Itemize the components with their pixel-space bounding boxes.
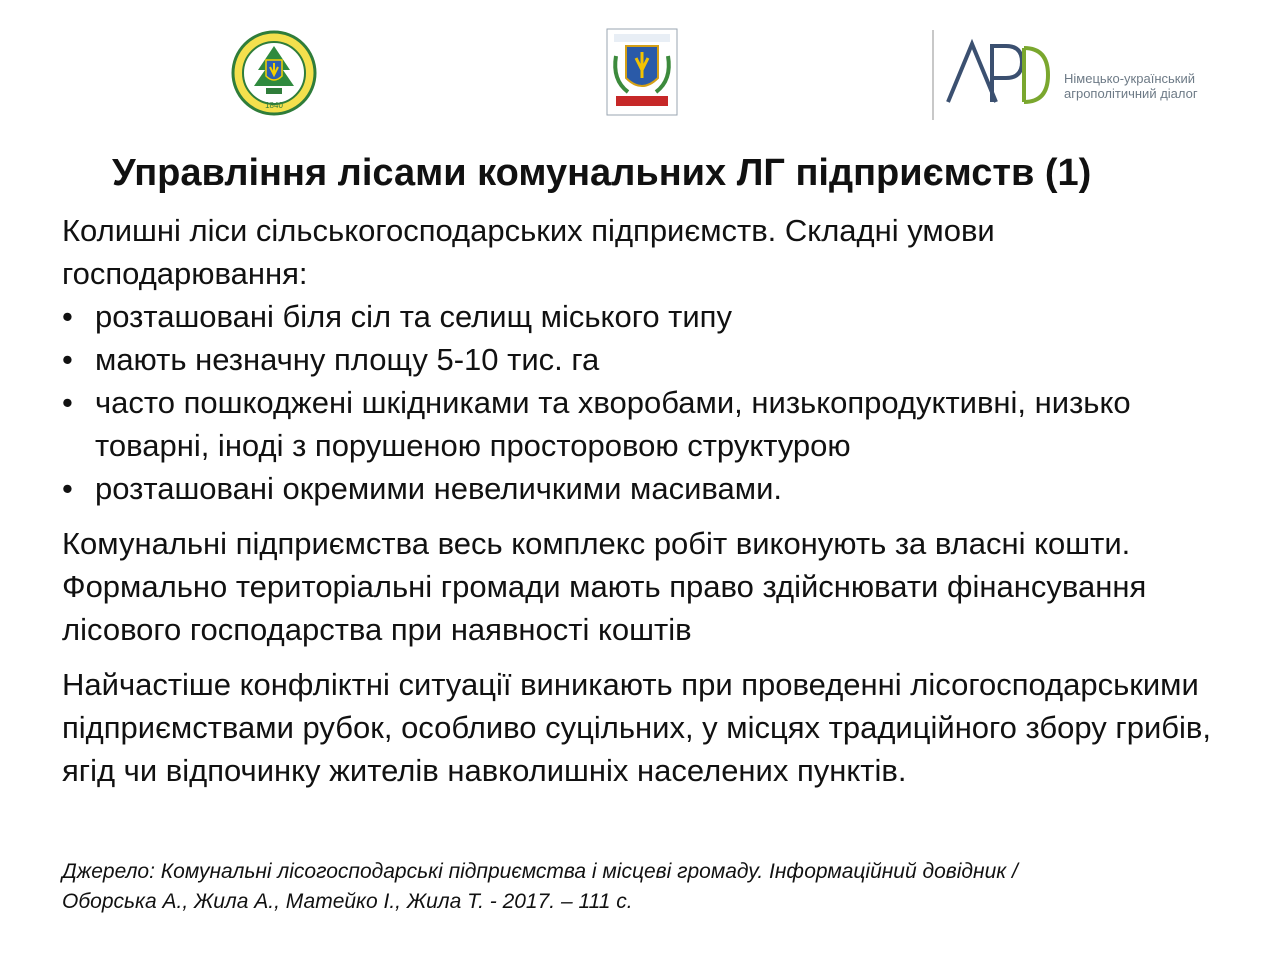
forestry-university-emblem-icon xyxy=(230,30,318,116)
conflicts-paragraph: Найчастіше конфліктні ситуації виникають при проведенні лісогосподарськими підприємствами рубок, особливо суцільних, у місцях традиційного збору грибів, ягід чи відпочинку жителів навколишніх населених пунктів. xyxy=(62,667,1211,788)
list-item xyxy=(62,381,1212,467)
list-item xyxy=(62,338,1212,381)
list-item-text: часто пошкоджені шкідниками та хворобами, низькопродуктивні, низько товарні, іноді з порушеною просторовою структурою xyxy=(95,385,1131,463)
list-item-text: розташовані окремими невеличкими масивами. xyxy=(95,471,783,506)
list-item-text: розташовані біля сіл та селищ міського типу xyxy=(95,299,732,334)
intro-paragraph: Колишні ліси сільськогосподарських підприємств. Складні умови господарювання: xyxy=(62,213,995,291)
funding-paragraph: Комунальні підприємства весь комплекс робіт виконують за власні кошти. Формально територіальні громади мають право здійснювати фінансування лісового господарства при наявності коштів xyxy=(62,526,1147,647)
page-title: Управління лісами комунальних ЛГ підприємств (1) xyxy=(112,152,1092,194)
source-line-1: Джерело: Комунальні лісогосподарські підприємства і місцеві громаду. Інформаційний довідник / xyxy=(62,860,1018,883)
bullet-icon: • xyxy=(62,299,73,334)
list-item xyxy=(62,295,1212,338)
bullet-icon: • xyxy=(62,342,73,377)
bullet-icon: • xyxy=(62,385,73,420)
apd-logo-text-line1: Німецько-український xyxy=(1064,71,1195,86)
logo-divider xyxy=(932,30,934,120)
bullet-icon: • xyxy=(62,471,73,506)
conditions-list xyxy=(62,295,1212,510)
svg-text:1840: 1840 xyxy=(265,101,283,110)
list-item xyxy=(62,467,1212,510)
apd-logo-text xyxy=(1064,71,1198,101)
source-citation xyxy=(62,857,1222,917)
apd-logo-text-line2: агрополітичний діалог xyxy=(1064,86,1198,101)
slide-body xyxy=(62,209,1212,792)
source-line-2: Оборська А., Жила А., Матейко І., Жила Т. - 2017. – 111 с. xyxy=(62,890,633,913)
ukrainian-coat-of-arms-emblem-icon xyxy=(606,28,678,116)
apd-logo-icon xyxy=(942,38,1052,108)
list-item-text: мають незначну площу 5-10 тис. га xyxy=(95,342,600,377)
